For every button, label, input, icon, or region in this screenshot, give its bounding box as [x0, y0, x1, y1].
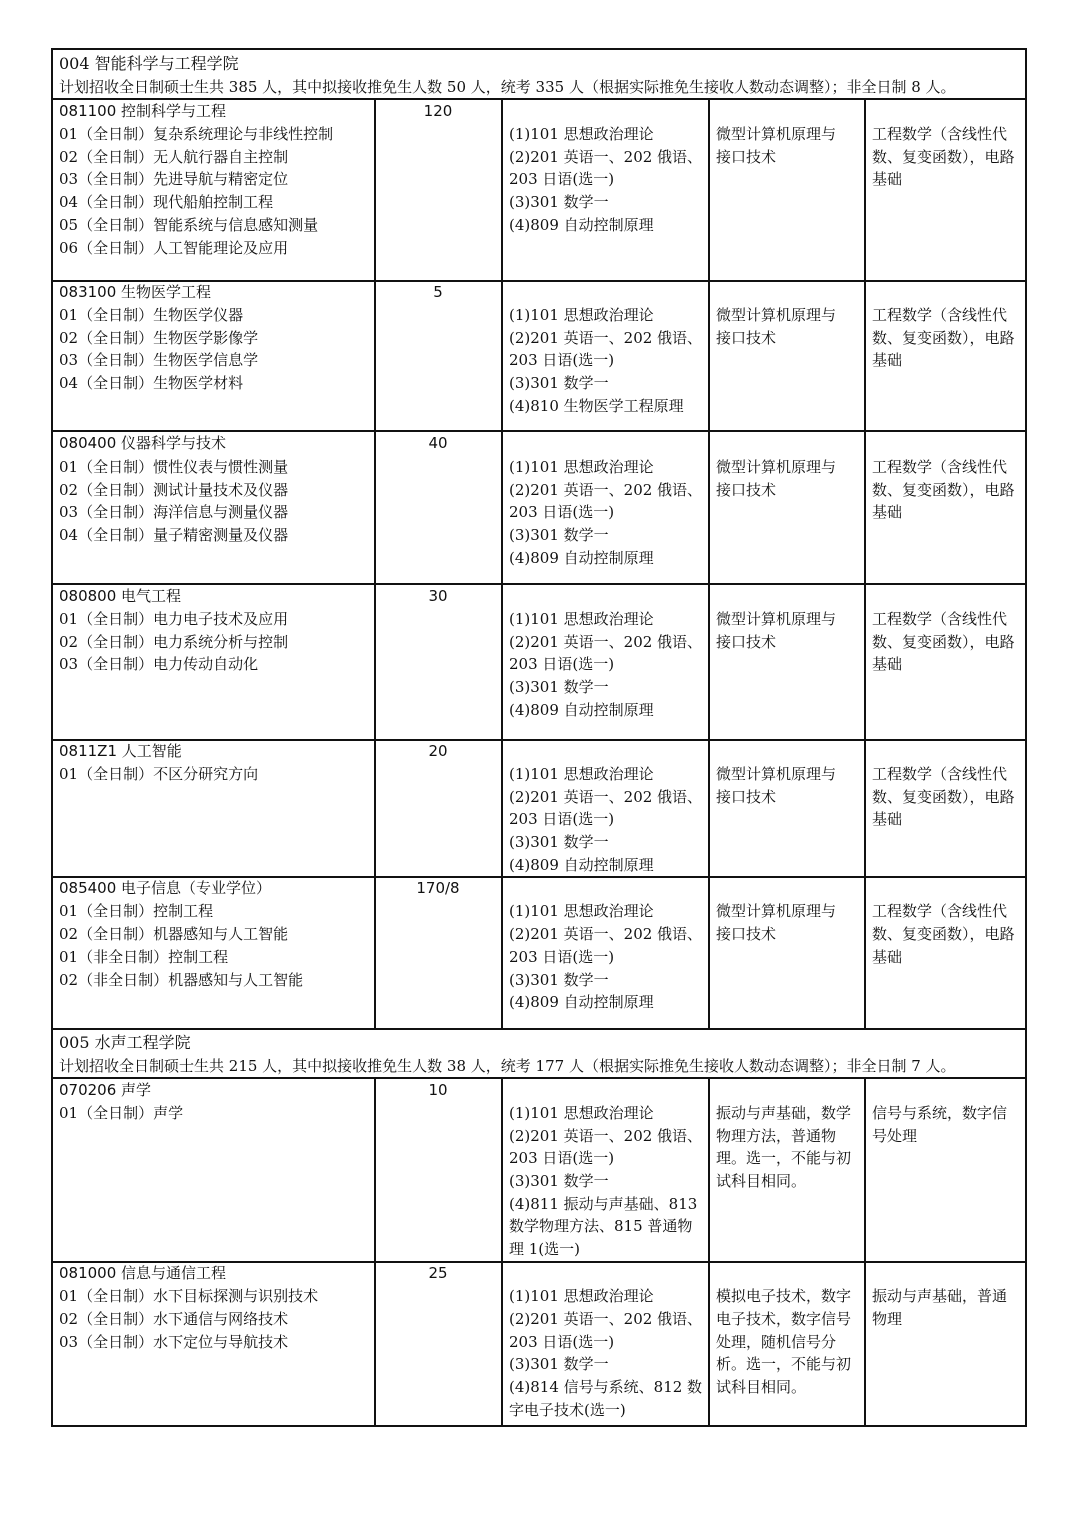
- retest-subject: 接口技术: [716, 633, 777, 651]
- column-divider: [374, 1079, 376, 1427]
- exam-item: (2)201 英语一、202 俄语、: [509, 1127, 703, 1145]
- equiv-subject: 振动与声基础，普通: [872, 1287, 1008, 1305]
- divider: [53, 583, 1025, 585]
- column-divider: [374, 100, 376, 1028]
- direction-item: 04（全日制）现代船舶控制工程: [59, 193, 274, 211]
- divider: [53, 1077, 1025, 1079]
- divider: [53, 1028, 1025, 1030]
- equiv-subject: 数、复变函数），电路: [872, 633, 1015, 651]
- major-code-name: 0811Z1 人工智能: [59, 742, 182, 760]
- direction-item: 01（全日制）声学: [59, 1104, 184, 1122]
- column-divider: [708, 100, 710, 1028]
- direction-item: 01（全日制）惯性仪表与惯性测量: [59, 458, 289, 476]
- exam-item: (3)301 数学一: [509, 526, 609, 544]
- exam-item: (4)814 信号与系统、812 数: [509, 1378, 703, 1396]
- major-code-name: 081100 控制科学与工程: [59, 102, 227, 120]
- equiv-subject: 基础: [872, 503, 903, 521]
- exam-item: (4)811 振动与声基础、813: [509, 1195, 698, 1213]
- exam-item: (1)101 思想政治理论: [509, 306, 654, 324]
- exam-item: (4)809 自动控制原理: [509, 549, 654, 567]
- exam-item: (2)201 英语一、202 俄语、: [509, 148, 703, 166]
- exam-item: 203 日语(选一): [509, 1149, 615, 1167]
- direction-item: 04（全日制）量子精密测量及仪器: [59, 526, 289, 544]
- direction-item: 02（非全日制）机器感知与人工智能: [59, 971, 304, 989]
- equiv-subject: 基础: [872, 948, 903, 966]
- retest-subject: 试科目相同。: [716, 1172, 807, 1190]
- section-plan: 计划招收全日制硕士生共 215 人，其中拟接收推免生人数 38 人，统考 177 人（根据实际推免生接收人数动态调整）；非全日制 7 人。: [59, 1057, 956, 1075]
- equiv-subject: 数、复变函数），电路: [872, 925, 1015, 943]
- equiv-subject: 工程数学（含线性代: [872, 306, 1008, 324]
- exam-item: (3)301 数学一: [509, 374, 609, 392]
- equiv-subject: 数、复变函数），电路: [872, 788, 1015, 806]
- exam-item: (1)101 思想政治理论: [509, 765, 654, 783]
- equiv-subject: 数、复变函数），电路: [872, 481, 1015, 499]
- exam-item: (4)810 生物医学工程原理: [509, 397, 684, 415]
- section-plan: 计划招收全日制硕士生共 385 人，其中拟接收推免生人数 50 人，统考 335 人（根据实际推免生接收人数动态调整）；非全日制 8 人。: [59, 78, 956, 96]
- section-title: 005 水声工程学院: [59, 1033, 191, 1052]
- major-code-name: 080400 仪器科学与技术: [59, 434, 227, 452]
- major-quota: 20: [428, 742, 448, 760]
- retest-subject: 接口技术: [716, 329, 777, 347]
- retest-subject: 微型计算机原理与: [716, 306, 837, 324]
- admissions-table: [51, 48, 1027, 1427]
- exam-item: 203 日语(选一): [509, 655, 615, 673]
- exam-item: (1)101 思想政治理论: [509, 1104, 654, 1122]
- retest-subject: 接口技术: [716, 148, 777, 166]
- exam-item: (2)201 英语一、202 俄语、: [509, 788, 703, 806]
- retest-subject: 接口技术: [716, 481, 777, 499]
- direction-item: 01（全日制）不区分研究方向: [59, 765, 259, 783]
- direction-item: 01（全日制）复杂系统理论与非线性控制: [59, 125, 334, 143]
- column-divider: [708, 1079, 710, 1427]
- exam-item: (2)201 英语一、202 俄语、: [509, 481, 703, 499]
- direction-item: 02（全日制）机器感知与人工智能: [59, 925, 289, 943]
- retest-subject: 振动与声基础，数学: [716, 1104, 852, 1122]
- major-quota: 5: [433, 283, 443, 301]
- retest-subject: 接口技术: [716, 925, 777, 943]
- retest-subject: 模拟电子技术，数字: [716, 1287, 852, 1305]
- exam-item: (1)101 思想政治理论: [509, 610, 654, 628]
- major-quota: 30: [428, 587, 448, 605]
- exam-item: (1)101 思想政治理论: [509, 125, 654, 143]
- major-code-name: 081000 信息与通信工程: [59, 1264, 227, 1282]
- exam-item: (1)101 思想政治理论: [509, 902, 654, 920]
- retest-subject: 微型计算机原理与: [716, 125, 837, 143]
- equiv-subject: 基础: [872, 655, 903, 673]
- section-title: 004 智能科学与工程学院: [59, 54, 239, 73]
- equiv-subject: 号处理: [872, 1127, 918, 1145]
- equiv-subject: 物理: [872, 1310, 903, 1328]
- major-quota: 120: [423, 102, 453, 120]
- equiv-subject: 基础: [872, 810, 903, 828]
- major-quota: 25: [428, 1264, 448, 1282]
- equiv-subject: 基础: [872, 351, 903, 369]
- equiv-subject: 工程数学（含线性代: [872, 765, 1008, 783]
- retest-subject: 析。选一，不能与初: [716, 1355, 852, 1373]
- retest-subject: 物理方法，普通物: [716, 1127, 837, 1145]
- exam-item: 203 日语(选一): [509, 351, 615, 369]
- direction-item: 01（全日制）电力电子技术及应用: [59, 610, 289, 628]
- direction-item: 01（全日制）控制工程: [59, 902, 214, 920]
- exam-item: 理 1(选一): [509, 1240, 581, 1258]
- retest-subject: 接口技术: [716, 788, 777, 806]
- exam-item: 203 日语(选一): [509, 170, 615, 188]
- retest-subject: 微型计算机原理与: [716, 765, 837, 783]
- direction-item: 03（全日制）生物医学信息学: [59, 351, 259, 369]
- exam-item: 数学物理方法、815 普通物: [509, 1217, 693, 1235]
- equiv-subject: 信号与系统，数字信: [872, 1104, 1008, 1122]
- exam-item: (3)301 数学一: [509, 833, 609, 851]
- direction-item: 01（全日制）水下目标探测与识别技术: [59, 1287, 319, 1305]
- equiv-subject: 工程数学（含线性代: [872, 610, 1008, 628]
- direction-item: 01（非全日制）控制工程: [59, 948, 229, 966]
- exam-item: (4)809 自动控制原理: [509, 993, 654, 1011]
- equiv-subject: 数、复变函数），电路: [872, 329, 1015, 347]
- major-code-name: 085400 电子信息（专业学位）: [59, 879, 272, 897]
- exam-item: (4)809 自动控制原理: [509, 701, 654, 719]
- exam-item: (4)809 自动控制原理: [509, 216, 654, 234]
- exam-item: (1)101 思想政治理论: [509, 1287, 654, 1305]
- direction-item: 02（全日制）水下通信与网络技术: [59, 1310, 289, 1328]
- equiv-subject: 工程数学（含线性代: [872, 458, 1008, 476]
- exam-item: (2)201 英语一、202 俄语、: [509, 329, 703, 347]
- exam-item: 203 日语(选一): [509, 503, 615, 521]
- major-code-name: 083100 生物医学工程: [59, 283, 212, 301]
- major-quota: 10: [428, 1081, 448, 1099]
- direction-item: 04（全日制）生物医学材料: [59, 374, 244, 392]
- exam-item: (2)201 英语一、202 俄语、: [509, 633, 703, 651]
- equiv-subject: 工程数学（含线性代: [872, 902, 1008, 920]
- column-divider: [501, 1079, 503, 1427]
- direction-item: 03（全日制）海洋信息与测量仪器: [59, 503, 289, 521]
- major-code-name: 070206 声学: [59, 1081, 152, 1099]
- major-code-name: 080800 电气工程: [59, 587, 182, 605]
- exam-item: (4)809 自动控制原理: [509, 856, 654, 874]
- exam-item: 203 日语(选一): [509, 1333, 615, 1351]
- exam-item: 字电子技术(选一): [509, 1401, 626, 1419]
- exam-item: (1)101 思想政治理论: [509, 458, 654, 476]
- exam-item: (2)201 英语一、202 俄语、: [509, 1310, 703, 1328]
- direction-item: 06（全日制）人工智能理论及应用: [59, 239, 289, 257]
- exam-item: (3)301 数学一: [509, 1172, 609, 1190]
- exam-item: (3)301 数学一: [509, 678, 609, 696]
- column-divider: [864, 1079, 866, 1427]
- exam-item: (3)301 数学一: [509, 193, 609, 211]
- retest-subject: 电子技术，数字信号: [716, 1310, 852, 1328]
- direction-item: 02（全日制）生物医学影像学: [59, 329, 259, 347]
- equiv-subject: 基础: [872, 170, 903, 188]
- retest-subject: 理。选一，不能与初: [716, 1149, 852, 1167]
- direction-item: 01（全日制）生物医学仪器: [59, 306, 244, 324]
- direction-item: 02（全日制）测试计量技术及仪器: [59, 481, 289, 499]
- direction-item: 03（全日制）水下定位与导航技术: [59, 1333, 289, 1351]
- equiv-subject: 数、复变函数），电路: [872, 148, 1015, 166]
- exam-item: (2)201 英语一、202 俄语、: [509, 925, 703, 943]
- equiv-subject: 工程数学（含线性代: [872, 125, 1008, 143]
- exam-item: 203 日语(选一): [509, 948, 615, 966]
- column-divider: [501, 100, 503, 1028]
- retest-subject: 微型计算机原理与: [716, 902, 837, 920]
- exam-item: 203 日语(选一): [509, 810, 615, 828]
- direction-item: 05（全日制）智能系统与信息感知测量: [59, 216, 319, 234]
- retest-subject: 微型计算机原理与: [716, 610, 837, 628]
- direction-item: 03（全日制）先进导航与精密定位: [59, 170, 289, 188]
- direction-item: 03（全日制）电力传动自动化: [59, 655, 259, 673]
- divider: [53, 739, 1025, 741]
- exam-item: (3)301 数学一: [509, 1355, 609, 1373]
- column-divider: [864, 100, 866, 1028]
- major-quota: 170/8: [416, 879, 460, 897]
- direction-item: 02（全日制）电力系统分析与控制: [59, 633, 289, 651]
- exam-item: (3)301 数学一: [509, 971, 609, 989]
- major-quota: 40: [428, 434, 448, 452]
- retest-subject: 处理，随机信号分: [716, 1333, 837, 1351]
- direction-item: 02（全日制）无人航行器自主控制: [59, 148, 289, 166]
- retest-subject: 试科目相同。: [716, 1378, 807, 1396]
- retest-subject: 微型计算机原理与: [716, 458, 837, 476]
